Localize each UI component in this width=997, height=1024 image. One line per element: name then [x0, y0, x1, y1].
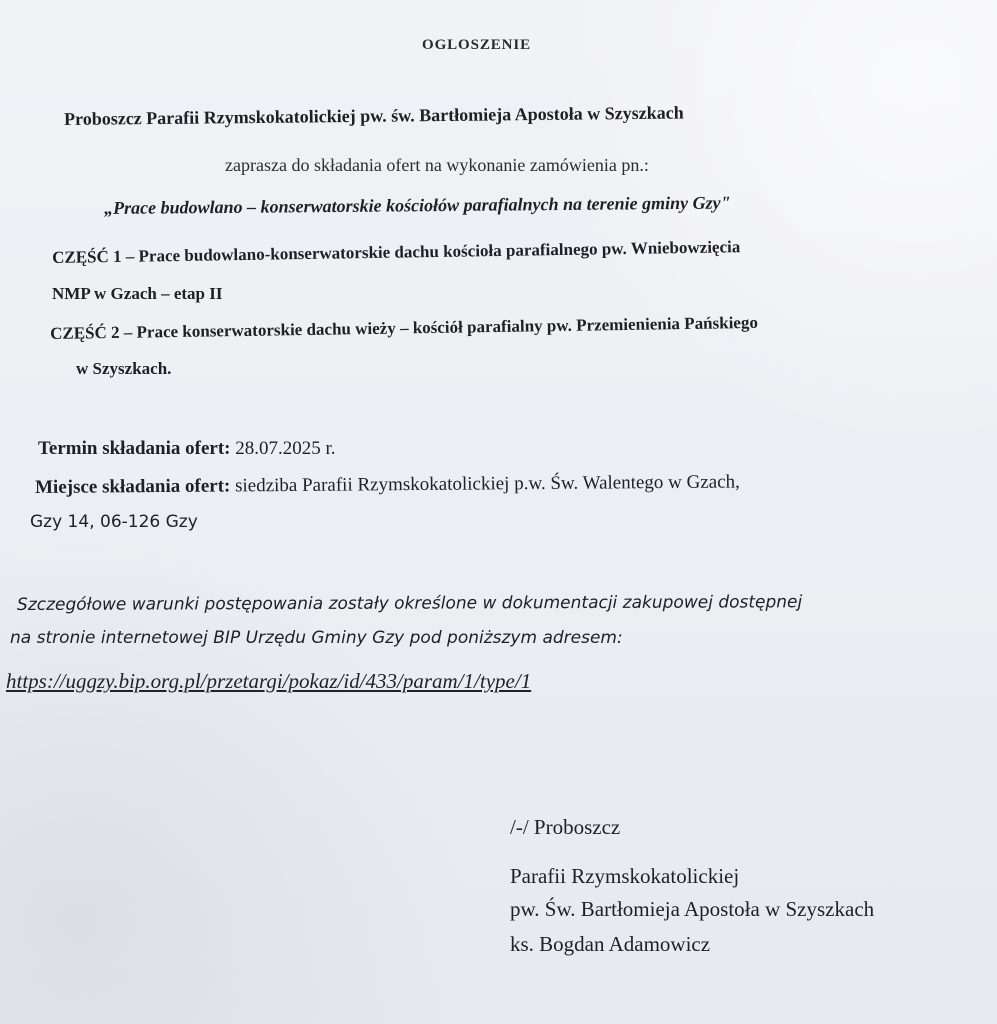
- tender-title: „Prace budowlano – konserwatorskie kościołów parafialnych na terenie gminy Gzy": [103, 192, 731, 218]
- signature-line-2: Parafii Rzymskokatolickiej: [510, 864, 740, 888]
- bip-link[interactable]: https://uggzy.bip.org.pl/przetargi/pokaz/id/433/param/1/type/1: [6, 669, 532, 693]
- details-line-1: Szczegółowe warunki postępowania zostały określone w dokumentacji zakupowej dostępnej: [16, 592, 803, 615]
- document-heading: OGLOSZENIE: [422, 37, 532, 53]
- signature-line-1: /-/ Proboszcz: [510, 815, 621, 839]
- signature-line-4: ks. Bogdan Adamowicz: [510, 932, 711, 956]
- invitation-line: zaprasza do składania ofert na wykonanie zamówienia pn.:: [225, 155, 649, 175]
- details-line-2: na stronie internetowej BIP Urzędu Gminy Gzy pod poniższym adresem:: [10, 628, 623, 648]
- part-1-line-2: NMP w Gzach – etap II: [52, 284, 223, 303]
- deadline-line: [38, 439, 336, 460]
- part-1-line-1: CZĘŚĆ 1 – Prace budowlano-konserwatorskie dachu kościoła parafialnego pw. Wniebowzięcia: [51, 237, 741, 267]
- subject-line: Proboszcz Parafii Rzymskokatolickiej pw. św. Bartłomieja Apostoła w Szyszkach: [63, 102, 684, 129]
- signature-line-3: pw. Św. Bartłomieja Apostoła w Szyszkach: [510, 897, 875, 921]
- part-2-line-1: CZĘŚĆ 2 – Prace konserwatorskie dachu wieży – kościół parafialny pw. Przemienienia Pańskiego: [49, 312, 759, 343]
- part-2-line-2: w Szyszkach.: [76, 359, 172, 378]
- place-line-2: Gzy 14, 06-126 Gzy: [30, 512, 198, 532]
- place-label: Miejsce składania ofert:: [34, 475, 231, 498]
- place-value-1: siedziba Parafii Rzymskokatolickiej p.w. Św. Walentego w Gzach,: [230, 471, 740, 497]
- place-line-1: [35, 472, 740, 498]
- deadline-label: Termin składania ofert:: [38, 438, 231, 459]
- deadline-value: 28.07.2025 r.: [230, 438, 336, 459]
